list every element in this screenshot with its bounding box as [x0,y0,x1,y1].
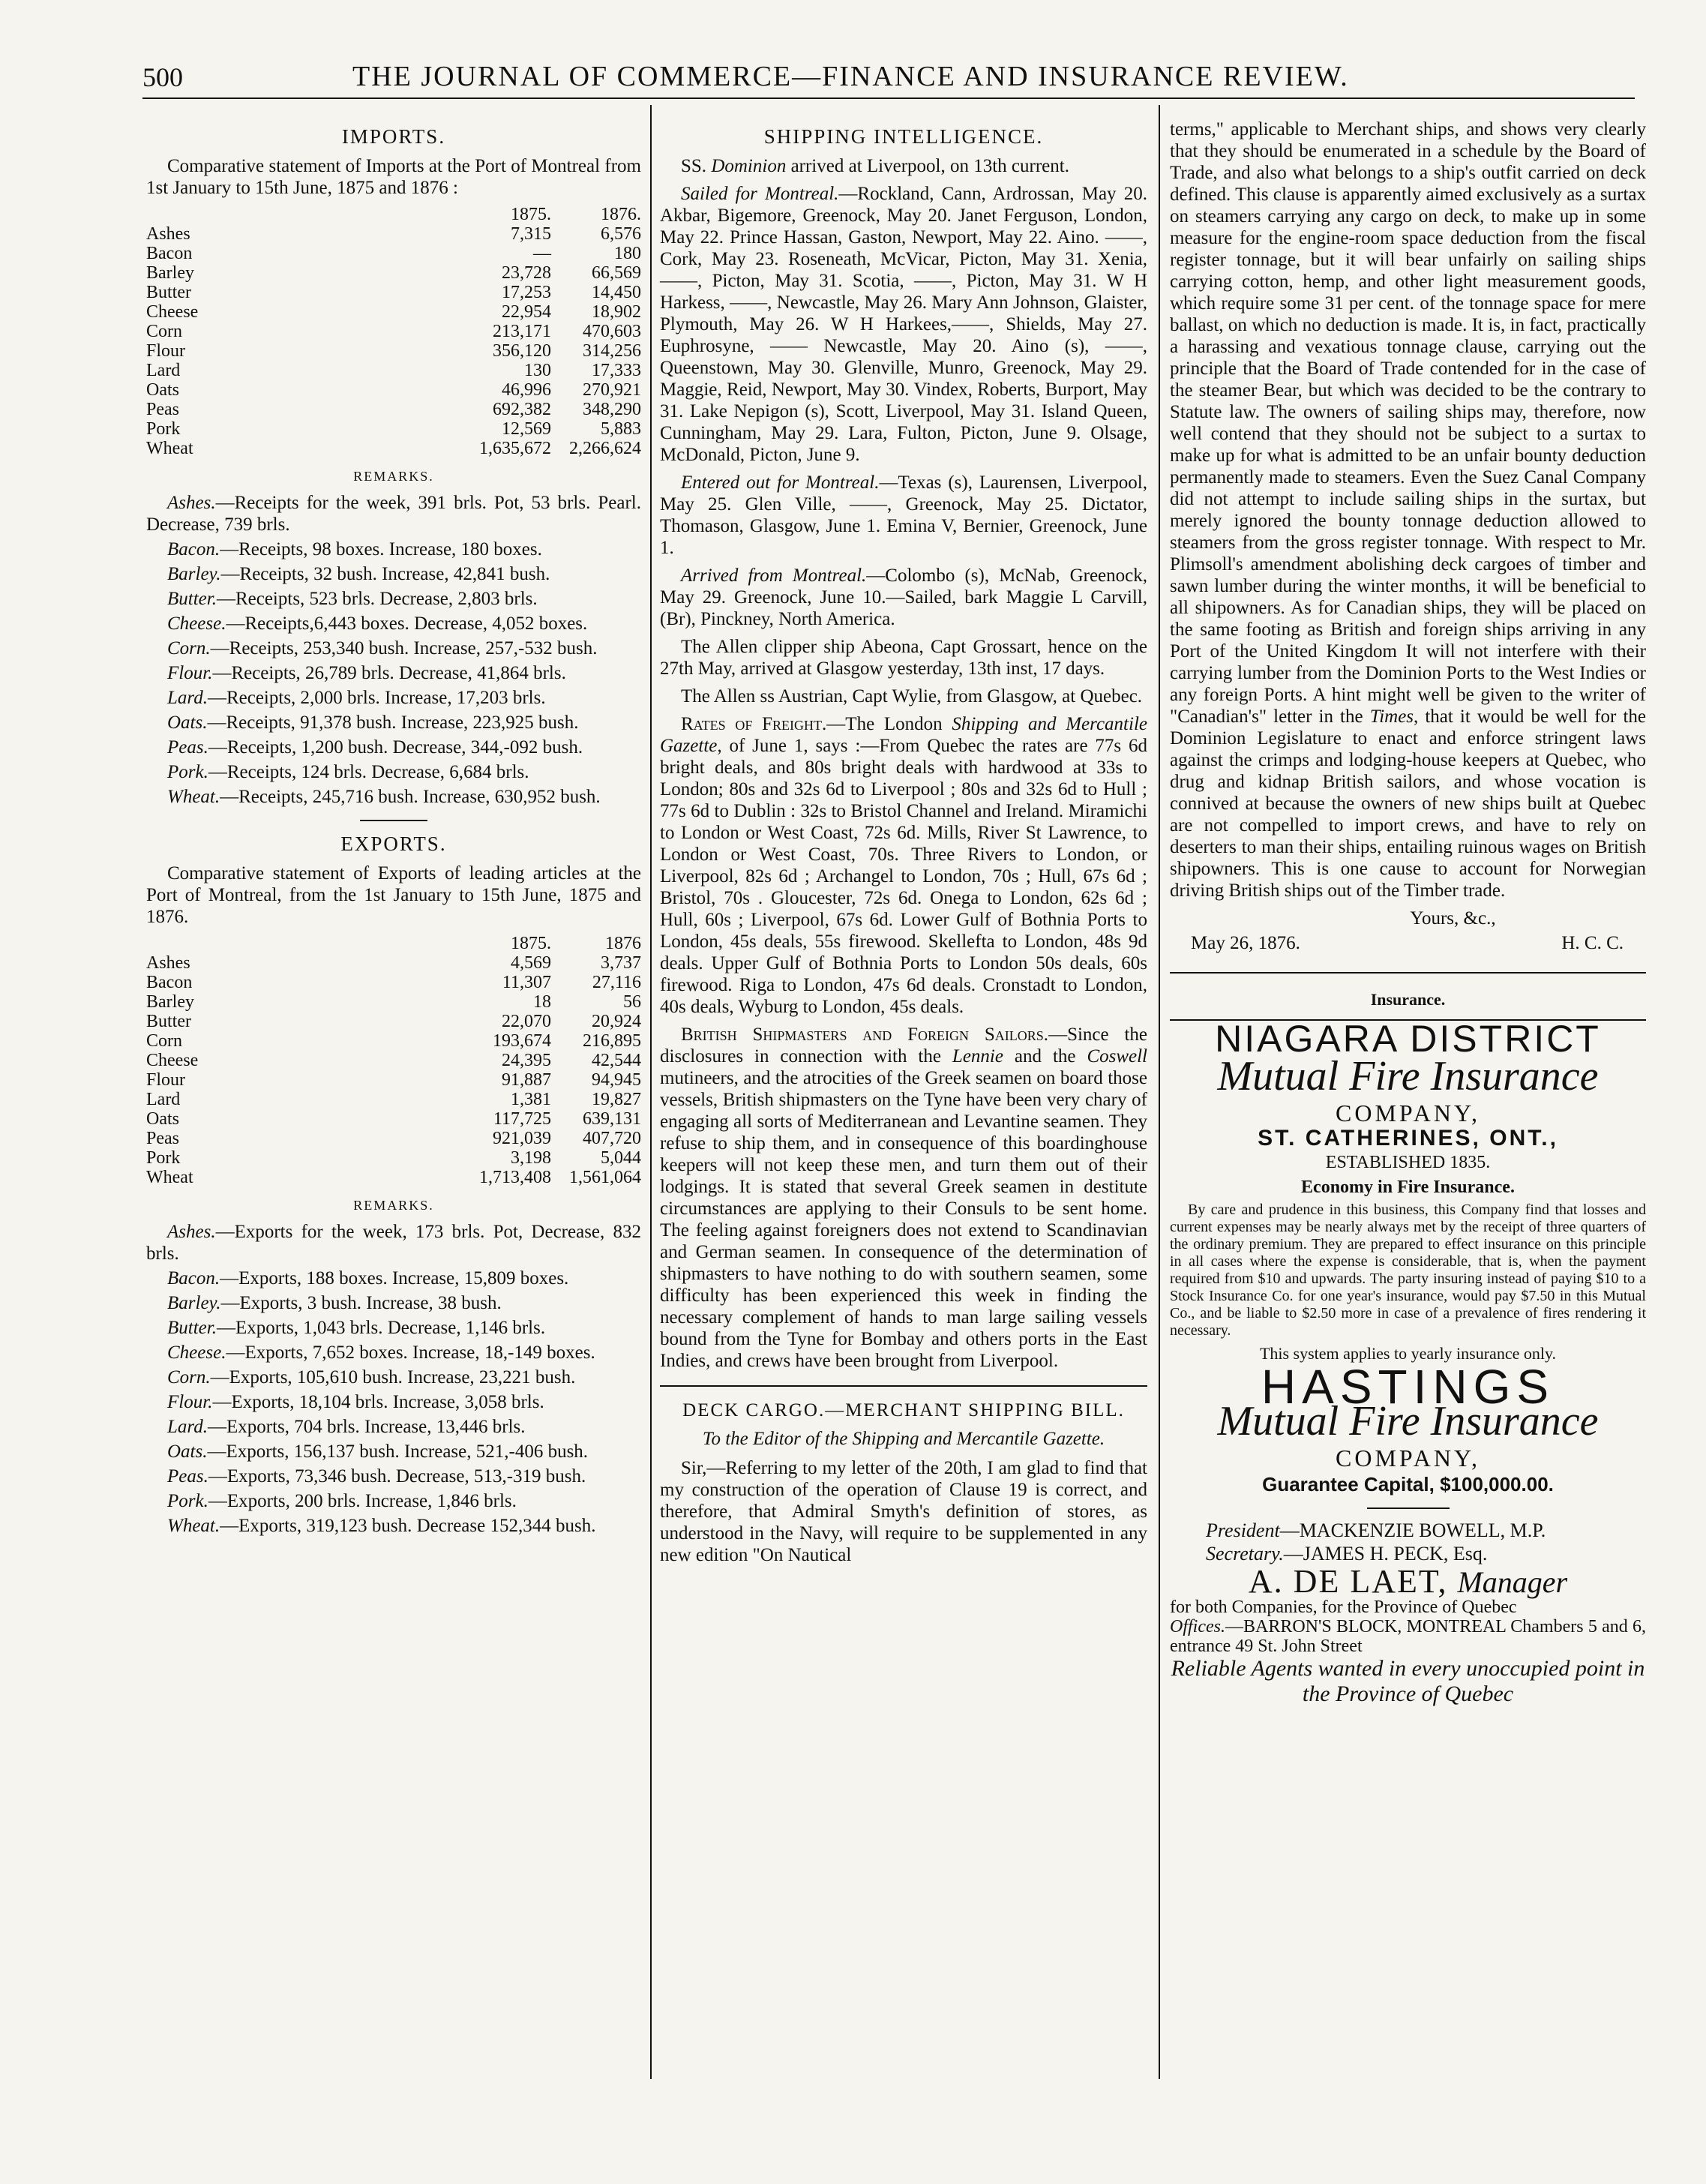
letter-date: May 26, 1876. [1191,933,1300,953]
value-1875-cell: 22,954 [502,302,551,322]
value-1875-cell: 921,039 [493,1129,551,1148]
table-row [146,302,641,322]
remark [146,712,641,734]
value-1876-cell: 27,116 [592,973,641,992]
value-1875-cell: 46,996 [502,380,551,400]
remark [146,1292,641,1314]
niagara-company: COMPANY, [1336,1100,1480,1126]
commodity-cell: Oats [146,1109,179,1129]
exports-remarks [146,1221,641,1537]
value-1876-cell: 407,720 [583,1129,641,1148]
remark-label: Bacon. [167,1268,220,1288]
niagara-established: ESTABLISHED 1835. [1325,1153,1491,1172]
shipping-arrived [660,565,1147,630]
exports-table [146,934,641,1187]
value-1876-cell: 470,603 [583,322,641,341]
niagara-location: ST. CATHERINES, ONT., [1258,1126,1558,1150]
remark [146,662,641,684]
paragraph-label: Entered out for Montreal. [681,472,880,493]
remark [146,1441,641,1462]
exports-intro: Comparative statement of Exports of leading articles at the Port of Montreal, from the 1st January to 15th June, 1875 and 1876. [146,863,641,927]
paragraph-label: Sailed for Montreal. [681,184,839,204]
col-1876: 1876 [605,934,641,953]
shipping-dominion [660,155,1147,177]
ship-name: Dominion [711,156,787,176]
text: —Since the disclosures in connection with the [660,1024,1147,1066]
text: mutineers, and the atrocities of the Greek seamen on board those vessels, British shipmasters on the Tyne have been very chary of engaging all sorts of Mediterranean and Levantine seamen. They refuse to ship them, and in consequence of this boardinghouse keepers will not keep these men, and turn them out of their lodgings. It is stated that several Greek seamen in destitute circumstances are applying to their Consuls to be sent home. The feeling against foreigners does not extend to Scandinavian and German seamen. In consequence of the determination of shipmasters to have nothing to do with southern seamen, some difficulty has been experienced this week in finding the necessary complement of hands to man large sailing vessels bound from the Tyne for Bombay and others ports in the East Indies, and crews have been brought from Liverpool. [660,1068,1147,1371]
remark-label: Flour. [167,1392,213,1412]
secretary-line [1170,1543,1646,1564]
commodity-cell: Pork [146,419,181,439]
commodity-cell: Bacon [146,244,193,263]
remark-label: Peas. [167,1466,208,1486]
value-1876-cell: 18,902 [592,302,641,322]
value-1876-cell: 42,544 [592,1051,641,1070]
remark [146,1366,641,1388]
value-1875-cell: 117,725 [493,1109,551,1129]
col-1875: 1875. [511,205,551,224]
running-head: THE JOURNAL OF COMMERCE—FINANCE AND INSURANCE REVIEW. [352,61,1349,92]
remark [146,588,641,610]
niagara-title: NIAGARA DISTRICT [1215,1018,1601,1060]
table-row [146,1129,641,1148]
officer-name: —JAMES H. PECK, Esq. [1283,1543,1488,1564]
remark-label: Cheese. [167,1342,226,1363]
remark-text: —Receipts, 32 bush. Increase, 42,841 bush. [220,564,550,584]
remark [146,687,641,709]
value-1875-cell: 692,382 [493,400,551,419]
text: —The London [826,714,952,734]
table-row [146,1168,641,1187]
remark [146,1515,641,1537]
remark [146,563,641,585]
letter-closing: Yours, &c., [1410,908,1496,928]
remark-label: Butter. [167,589,217,609]
hastings-title: HASTINGS [1261,1360,1555,1414]
officer-label: Secretary. [1206,1543,1284,1564]
value-1876-cell: 270,921 [583,380,641,400]
value-1876-cell: 1,561,064 [569,1168,641,1187]
letter-signature [1170,932,1646,954]
table-row [146,1109,641,1129]
value-1876-cell: 17,333 [592,361,641,380]
value-1875-cell: 22,070 [502,1012,551,1031]
yearly-note: This system applies to yearly insurance only. [1259,1344,1557,1363]
divider [360,820,427,821]
table-row [146,263,641,283]
imports-remarks [146,492,641,808]
remark-label: Ashes. [167,1222,216,1242]
president-line [1170,1520,1646,1541]
shipping-sailed [660,183,1147,466]
remark-text: —Exports, 105,610 bush. Increase, 23,221 bush. [210,1367,576,1388]
remark [146,538,641,560]
remark [146,1416,641,1438]
shipping-allen-abeona: The Allen clipper ship Abeona, Capt Grossart, hence on the 27th May, arrived at Glasgow yesterday, 13th inst, 17 days. [660,637,1147,679]
remark-text: —Receipts, 91,378 bush. Increase, 223,925 bush. [207,712,579,733]
remark-label: Barley. [167,564,221,584]
imports-table [146,205,641,458]
remark [146,492,641,536]
divider [1367,1508,1450,1509]
value-1875-cell: 1,635,672 [479,439,551,458]
value-1875-cell: 213,171 [493,322,551,341]
table-row [146,1090,641,1109]
paragraph-label: Arrived from Montreal. [681,566,867,586]
value-1875-cell: 24,395 [502,1051,551,1070]
manager-name: A. DE LAET, [1248,1563,1448,1600]
remark-text: —Receipts, 245,716 bush. Increase, 630,952 bush. [220,787,601,807]
remark-label: Pork. [167,1491,208,1511]
table-row [146,400,641,419]
letter-body-start: Sir,—Referring to my letter of the 20th, I am glad to find that my construction of the operation of Clause 19 is correct, and therefore, that Admiral Smyth's definition of stores, as understood in the Navy, will require to be supplemented in any new edition "On Nautical [660,1458,1147,1565]
remark-text: —Exports, 188 boxes. Increase, 15,809 boxes. [220,1268,569,1288]
value-1876-cell: 216,895 [583,1031,641,1051]
remark-text: —Exports, 18,104 brls. Increase, 3,058 brls. [212,1392,544,1412]
column-3 [1170,120,1646,1707]
remark-text: —Receipts, 98 boxes. Increase, 180 boxes. [220,539,542,560]
column-rule [1159,105,1160,2079]
table-row [146,341,641,361]
letter-body-continued [1170,118,1646,902]
col-1876: 1876. [601,205,641,224]
value-1875-cell: 12,569 [502,419,551,439]
letter-addressee: To the Editor of the Shipping and Mercantile Gazette. [702,1429,1105,1449]
for-both-companies: for both Companies, for the Province of Quebec [1170,1598,1517,1617]
manager-title: Manager [1457,1565,1568,1599]
commodity-cell: Barley [146,263,194,283]
remark-text: —Receipts, 124 brls. Decrease, 6,684 brls. [208,762,529,782]
paragraph-label: Rates of Freight. [681,714,827,734]
commodity-cell: Lard [146,361,181,380]
header-rule [142,98,1635,99]
commodity-cell: Lard [146,1090,181,1109]
value-1876-cell: 14,450 [592,283,641,302]
value-1875-cell: 23,728 [502,263,551,283]
imports-remarks-heading: REMARKS. [353,469,434,484]
value-1876-cell: 5,044 [601,1148,641,1168]
text: arrived at Liverpool, on 13th current. [786,156,1069,176]
rates-of-freight [660,713,1147,1018]
remark-label: Corn. [167,638,211,658]
remark-text: —Receipts, 523 brls. Decrease, 2,803 brls. [216,589,538,609]
remark-text: —Receipts,6,443 boxes. Decrease, 4,052 boxes. [226,614,588,634]
commodity-cell: Butter [146,283,191,302]
commodity-cell: Bacon [146,973,193,992]
remark [146,1391,641,1413]
remark-text: —Receipts, 26,789 brls. Decrease, 41,864 brls. [212,663,566,683]
remark-text: —Receipts, 253,340 bush. Increase, 257,-532 bush. [210,638,598,658]
value-1875-cell: 7,315 [511,224,551,244]
value-1876-cell: 6,576 [601,224,641,244]
hastings-company: COMPANY, [1336,1444,1480,1472]
remark [146,1221,641,1264]
remark-text: —Receipts for the week, 391 brls. Pot, 53 brls. Pearl. Decrease, 739 brls. [146,493,641,535]
remark-text: —Exports, 704 brls. Increase, 13,446 brls. [207,1417,526,1437]
remark-text: —Exports, 319,123 bush. Decrease 152,344 bush. [220,1516,596,1536]
commodity-cell: Flour [146,1070,186,1090]
table-row [146,1051,641,1070]
economy-heading: Economy in Fire Insurance. [1301,1178,1515,1197]
offices-label: Offices. [1170,1617,1225,1636]
text: —Colombo (s), McNab, Greenock, May 29. Greenock, June 10.—Sailed, bark Maggie L Carvill, (Br), Pinckney, North America. [660,566,1147,629]
remark-text: —Exports, 1,043 brls. Decrease, 1,146 brls. [216,1318,546,1338]
value-1875-cell: 11,307 [502,973,551,992]
table-row [146,973,641,992]
shipping-allen-austrian: The Allen ss Austrian, Capt Wylie, from Glasgow, at Quebec. [681,686,1143,706]
value-1876-cell: 639,131 [583,1109,641,1129]
table-row [146,439,641,458]
remark-label: Barley. [167,1293,221,1313]
letter-initials: H. C. C. [1561,933,1624,953]
remark-label: Corn. [167,1367,211,1388]
remark-label: Bacon. [167,539,220,560]
remark-text: —Receipts, 1,200 bush. Decrease, 344,-092 bush. [208,737,583,758]
exports-heading: EXPORTS. [340,832,447,855]
text: terms," applicable to Merchant ships, and shows very clearly that they should be enumerated in a schedule by the Board of Trade, and also what belongs to a ship's outfit carried on deck defined. This clause is apparently aimed exclusively as a surtax on steamers carrying any cargo on deck, to make up in some measure for the engine-room space deduction from the fiscal register tonnage, but it will bear unfairly on sailing ships carrying cotton, hemp, and other light measurement goods, which require some 31 per cent. of the tonnage space for mere ballast, on which no deduction is made. It is, in fact, practically a harassing and vexatious tonnage clause, carrying out the principle that the Board of Trade contended for in the case of the steamer Bear, but which was decided to be the contrary to Statute law. The owners of sailing ships may, therefore, now well contend that they should not be subject to a surtax to make up for what is admitted to be an unfair bounty deduction permanently made to steamers. Even the Suez Canal Company did not attempt to include sailing ships in the surtax, but merely ignored the bounty tonnage deduction allowed to steamers from the gross register tonnage. With respect to Mr. Plimsoll's amendment abolishing deck cargoes of timber and sawn lumber during the winter months, it will be beneficial to all shipowners. As for Canadian ships, they will be placed on the same footing as British and foreign ships arriving in any Port of the United Kingdom It will not interfere with their carrying lumber from the Dominion Ports to the West Indies or any foreign Ports. A hint might well be given to the writer of "Canadian's" letter in the [1170,119,1646,727]
remark [146,638,641,659]
text: —Texas (s), Laurensen, Liverpool, May 25. Glen Ville, ——, Greenock, May 25. Dictator, Thomason, Glasgow, June 1. Emina V, Bernier, Greenock, June 1. [660,472,1147,558]
guarantee-capital: Guarantee Capital, $100,000.00. [1262,1473,1554,1496]
remark [146,1342,641,1364]
letter-heading: DECK CARGO.—MERCHANT SHIPPING BILL. [682,1400,1125,1420]
remark [146,1490,641,1512]
remark-text: —Exports for the week, 173 brls. Pot, Decrease, 832 brls. [146,1222,641,1264]
manager-line [1170,1563,1646,1600]
table-row [146,953,641,973]
table-row [146,1031,641,1051]
remark-label: Oats. [167,1442,208,1462]
remark-label: Pork. [167,762,208,782]
remark [146,613,641,634]
commodity-cell: Wheat [146,1168,193,1187]
table-row [146,1070,641,1090]
offices-address [1170,1617,1646,1656]
value-1875-cell: 130 [524,361,551,380]
remark-label: Butter. [167,1318,217,1338]
value-1875-cell: 1,713,408 [479,1168,551,1187]
divider [1170,972,1646,974]
text: , that it would be well for the Dominion Legislature to enact and enforce stringent laws against the crimps and lodging-house keepers at Quebec, who drug and kidnap British sailors, and whose vocation is connived at because the owners of new ships built at Quebec are not compelled to import crews, and have to rely on deserters to man their ships, entailing ruinous wages on British shipowners. This is one cause to account for Norwegian driving British ships out of the Timber trade. [1170,706,1646,901]
table-row [146,380,641,400]
commodity-cell: Peas [146,1129,179,1148]
british-shipmasters [660,1024,1147,1372]
table-row [146,283,641,302]
table-row [146,419,641,439]
table-row [146,1148,641,1168]
table-header-row [146,934,641,953]
commodity-cell: Cheese [146,1051,199,1070]
value-1875-cell: 193,674 [493,1031,551,1051]
remark [146,761,641,783]
column-1 [146,120,641,1540]
table-row [146,1012,641,1031]
value-1875-cell: 356,120 [493,341,551,361]
commodity-cell: Ashes [146,224,190,244]
commodity-cell: Corn [146,1031,182,1051]
value-1875-cell: 1,381 [511,1090,551,1109]
shipping-entered [660,472,1147,559]
commodity-cell: Peas [146,400,179,419]
text: SS. [681,156,712,176]
officer-label: President [1206,1520,1280,1541]
remark [146,736,641,758]
column-2 [660,120,1147,1572]
ship-name: Coswell [1087,1046,1148,1066]
column-rule [650,105,652,2079]
value-1876-cell: 20,924 [592,1012,641,1031]
value-1876-cell: 348,290 [583,400,641,419]
value-1876-cell: 3,737 [601,953,641,973]
value-1876-cell: 19,827 [592,1090,641,1109]
remark-label: Oats. [167,712,208,733]
remark [146,1317,641,1339]
value-1875-cell: 4,569 [511,953,551,973]
value-1876-cell: 2,266,624 [569,439,641,458]
remark-text: —Exports, 156,137 bush. Increase, 521,-406 bush. [207,1442,589,1462]
paragraph-label: British Shipmasters and Foreign Sailors. [681,1024,1049,1045]
table-row [146,992,641,1012]
remark-text: —Receipts, 2,000 brls. Increase, 17,203 brls. [207,688,546,708]
table-row [146,361,641,380]
remark-label: Lard. [167,688,208,708]
divider [660,1385,1147,1387]
remark-text: —Exports, 7,652 boxes. Increase, 18,-149 boxes. [226,1342,595,1363]
hastings-script-title: Mutual Fire Insurance [1217,1398,1599,1444]
remark-label: Wheat. [167,1516,220,1536]
col-1875: 1875. [511,934,551,953]
table-header-row [146,205,641,224]
value-1876-cell: 56 [623,992,641,1012]
publication-name: Shipping and Mercantile Gazette, [660,714,1147,756]
imports-heading: IMPORTS. [341,125,446,148]
remark-text: —Exports, 3 bush. Increase, 38 bush. [220,1293,502,1313]
value-1875-cell: 91,887 [502,1070,551,1090]
publication-name: Times [1369,706,1414,727]
text: —BARRON'S BLOCK, MONTREAL Chambers 5 and 6, entrance 49 St. John Street [1170,1617,1646,1656]
niagara-script-title: Mutual Fire Insurance [1217,1053,1599,1100]
remark-label: Peas. [167,737,208,758]
commodity-cell: Pork [146,1148,181,1168]
imports-intro: Comparative statement of Imports at the Port of Montreal from 1st January to 15th June, 1875 and 1876 : [146,156,641,198]
value-1876-cell: 314,256 [583,341,641,361]
remark [146,1466,641,1487]
commodity-cell: Butter [146,1012,191,1031]
value-1876-cell: 180 [614,244,641,263]
agents-wanted: Reliable Agents wanted in every unoccupied point in the Province of Quebec [1171,1656,1645,1706]
remark [146,786,641,808]
remark-label: Flour. [167,663,213,683]
remark [146,1268,641,1289]
table-row [146,224,641,244]
value-1876-cell: 94,945 [592,1070,641,1090]
text: —Rockland, Cann, Ardrossan, May 20. Akbar, Bigemore, Greenock, May 20. Janet Ferguson, London, May 22. Prince Hassan, Gaston, Newport, May 22. Aino. ——, Cork, May 23. Roseneath, McVicar, Picton, May 31. Xenia, ——, Picton, May 31. Scotia, ——, Picton, May 31. W H Harkess, ——, Newcastle, May 26. Mary Ann Johnson, Glaister, Plymouth, May 26. W H Harkees,——, Shields, May 27. Euphrosyne, —— Newcastle, May 20. Aino (s), ——, Queenstown, May 30. Glenville, Munro, Greenock, May 29. Maggie, Reid, Newport, May 30. Vindex, Roberts, Burport, May 31. Lake Nepigon (s), Scott, Liverpool, May 31. Island Queen, Cunningham, May 29. Lara, Fulton, Picton, June 9. Olsage, McDonald, Picton, June 9. [660,184,1147,465]
value-1875-cell: 18 [533,992,551,1012]
page-number: 500 [142,62,183,92]
table-row [146,322,641,341]
remark-text: —Exports, 73,346 bush. Decrease, 513,-319 bush. [208,1466,586,1486]
remark-label: Wheat. [167,787,220,807]
table-row [146,244,641,263]
remark-label: Cheese. [167,614,226,634]
remark-label: Ashes. [167,493,216,513]
commodity-cell: Wheat [146,439,193,458]
remark-text: —Exports, 200 brls. Increase, 1,846 brls. [208,1491,517,1511]
exports-remarks-heading: REMARKS. [353,1198,434,1213]
remark-label: Lard. [167,1417,208,1437]
value-1876-cell: 5,883 [601,419,641,439]
commodity-cell: Corn [146,322,182,341]
text: and the [1003,1046,1087,1066]
value-1875-cell: — [533,244,551,263]
text: of June 1, says :—From Quebec the rates are 77s 6d bright deals, and 80s bright deals with hardwood at 33s to London; 80s and 32s 6d to Liverpool ; 80s and 32s 6d to Hull ; 77s 6d to Dublin : 32s to Bristol Channel and Ireland. Miramichi to London or West Coast, 72s 6d. Mills, River St Lawrence, to London or West Coast, 70s. Three Rivers to London, or Liverpool, 82s 6d ; Archangel to London, 70s ; Hull, 67s 6d ; Bristol, 70s . Gloucester, 72s 6d. Onega to London, 62s 6d ; Hull, 60s ; Liverpool, 67s 6d. Lower Gulf of Bothnia Ports to London, 45s deals, 55s firewood. Skellefta to London, 48s 9d deals. Upper Gulf of Bothnia Ports to London 50s deals, 60s firewood. Riga to London, 47s 6d deals. Cronstadt to London, 40s deals, Wyburg to London, 45s deals. [660,736,1147,1017]
officer-name: —MACKENZIE BOWELL, M.P. [1279,1520,1546,1541]
commodity-cell: Barley [146,992,194,1012]
insurance-section-heading: Insurance. [1370,990,1446,1009]
shipping-heading: SHIPPING INTELLIGENCE. [763,125,1044,148]
commodity-cell: Cheese [146,302,199,322]
commodity-cell: Ashes [146,953,190,973]
ship-name: Lennie [952,1046,1003,1066]
value-1875-cell: 17,253 [502,283,551,302]
value-1876-cell: 66,569 [592,263,641,283]
economy-text: By care and prudence in this business, this Company find that losses and current expenses may be nearly always met by the receipt of three quarters of the ordinary premium. They are prepared to effect insurance on this principle in all cases where the expense is considerable, that is, when the payment required from $10 and upwards. The party insuring instead of paying $10 to a Stock Insurance Co. for one year's insurance, would pay $7.50 in this Mutual Co., and be liable to $2.50 more in case of a prevalence of fires rendering it necessary. [1170,1202,1646,1339]
value-1875-cell: 3,198 [511,1148,551,1168]
commodity-cell: Flour [146,341,186,361]
commodity-cell: Oats [146,380,179,400]
